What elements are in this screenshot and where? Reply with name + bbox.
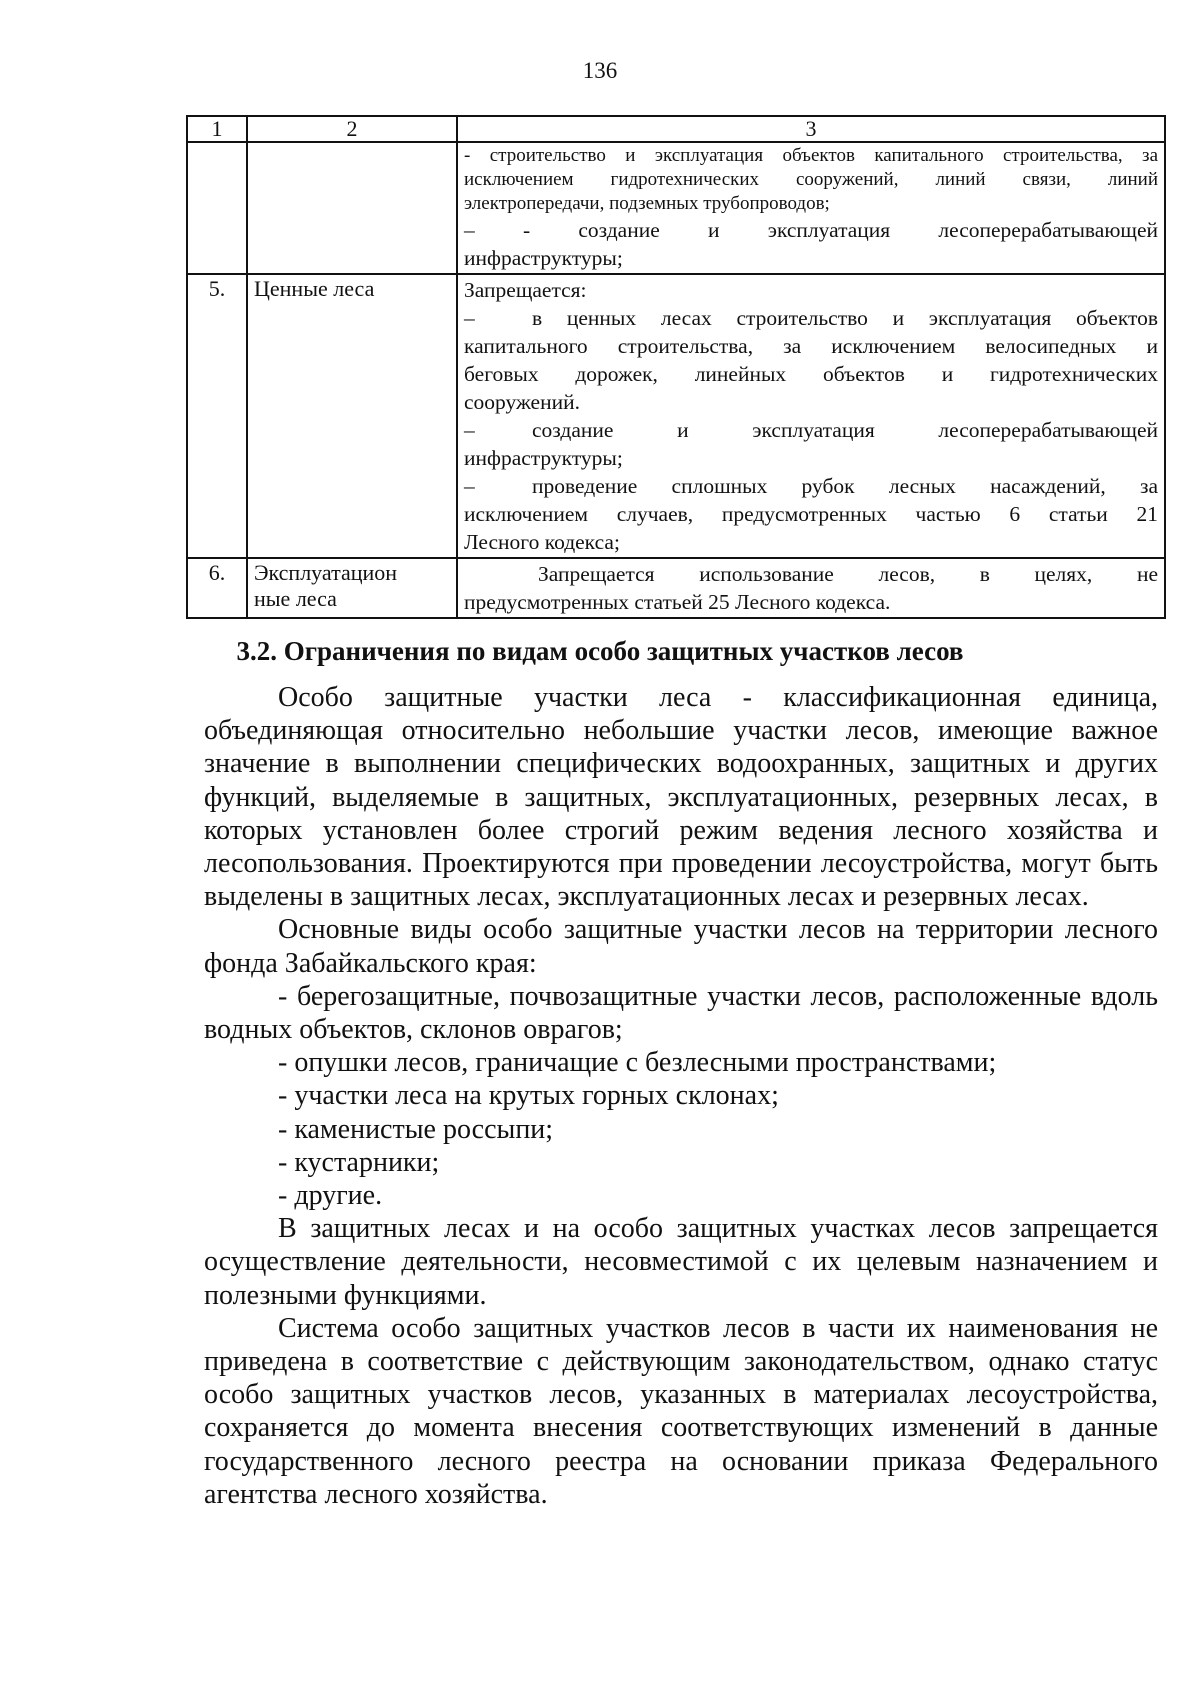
text-line: - строительство и эксплуатация объектов капитального строительства, за (464, 145, 1158, 166)
list-item: - опушки лесов, граничащие с безлесными пространствами; (278, 1047, 997, 1079)
paragraph-line: государственного лесного реестра на основании приказа Федерального (204, 1445, 1158, 1477)
text-line: – - создание и эксплуатация лесоперерабатывающей (464, 218, 1158, 242)
text-line: инфраструктуры; (464, 446, 623, 470)
list-item: - берегозащитные, почвозащитные участки лесов, расположенные вдоль (278, 980, 1158, 1012)
forest-category (247, 558, 457, 618)
paragraph-line: Особо защитные участки леса - классификационная единица, (278, 682, 1158, 713)
forest-category: Ценные леса (247, 274, 457, 558)
table-row (187, 274, 1165, 558)
dash-marker: – (464, 418, 475, 442)
paragraph-line: фонда Забайкальского края: (204, 947, 537, 979)
list-item: - каменистые россыпи; (278, 1113, 554, 1145)
text-fragment: проведение сплошных рубок лесных насаждений, за (532, 474, 1158, 498)
paragraph-line: лесопользования. Проектируются при проведении лесоустройства, могут быть (204, 848, 1158, 880)
text-line: Эксплуатацион (254, 560, 398, 585)
table-cell-num (187, 142, 247, 274)
table-row (187, 558, 1165, 618)
text-line: беговых дорожек, линейных объектов и гидротехнических (464, 362, 1158, 386)
text-line: капитального строительства, за исключением велосипедных и (464, 334, 1158, 358)
text-line: Лесного кодекса; (464, 530, 620, 554)
table-row-continuation (187, 142, 1165, 274)
body-text (204, 681, 1158, 1511)
table-cell-text (457, 142, 1165, 274)
text-line: исключением гидротехнических сооружений, линий связи, линий (464, 169, 1158, 190)
paragraph-line: приведена в соответствие с действующим законодательством, однако статус (204, 1346, 1158, 1378)
text-fragment: создание и эксплуатация лесоперерабатывающей (532, 418, 1158, 442)
list-item-continuation: водных объектов, склонов оврагов; (204, 1014, 623, 1046)
dash-marker: – (464, 306, 475, 330)
paragraph-line: особо защитных участков лесов, указанных в материалах лесоустройства, (204, 1379, 1158, 1411)
header-cell: 3 (457, 116, 1165, 142)
text-line (464, 304, 1158, 332)
paragraph-line: В защитных лесах и на особо защитных участках лесов запрещается (278, 1213, 1158, 1245)
text-line: Запрещается использование лесов, в целях, не (538, 562, 1158, 586)
paragraph-line: полезными функциями. (204, 1279, 487, 1311)
paragraph-line: осуществление деятельности, несовместимой с их целевым назначением и (204, 1246, 1158, 1278)
restrictions-table (186, 115, 1166, 619)
paragraph-line: объединяющая относительно небольшие участки лесов, имеющие важное (204, 715, 1158, 747)
row-number: 6. (187, 558, 247, 618)
page-number: 136 (582, 58, 618, 83)
text-fragment: в ценных лесах строительство и эксплуатация объектов (532, 306, 1158, 330)
text-line: предусмотренных статьей 25 Лесного кодекса. (464, 590, 891, 614)
list-item: - кустарники; (278, 1146, 440, 1178)
text-line: электропередачи, подземных трубопроводов; (464, 193, 830, 214)
paragraph-line: которых установлен более строгий режим ведения лесного хозяйства и (204, 814, 1158, 846)
text-line: сооружений. (464, 390, 580, 414)
list-item: - другие. (278, 1180, 383, 1212)
table-cell-name (247, 142, 457, 274)
text-line: Запрещается: (464, 278, 587, 302)
section-title: 3.2. Ограничения по видам особо защитных участков лесов (236, 636, 964, 666)
paragraph-line: агентства лесного хозяйства. (204, 1478, 548, 1510)
dash-marker: – (464, 474, 475, 498)
text-line: ные леса (254, 586, 337, 611)
paragraph-line: сохраняется до момента внесения соответствующих изменений в данные (204, 1412, 1158, 1444)
table-cell-text (457, 274, 1165, 558)
list-item: - участки леса на крутых горных склонах; (278, 1080, 779, 1112)
paragraph-line: Основные виды особо защитные участки лесов на территории лесного (278, 914, 1158, 946)
table-header-row (187, 116, 1165, 142)
table-cell-text (457, 558, 1165, 618)
text-line: инфраструктуры; (464, 246, 623, 270)
text-line (464, 472, 1158, 500)
header-cell: 1 (187, 116, 247, 142)
header-cell: 2 (247, 116, 457, 142)
text-line: исключением случаев, предусмотренных частью 6 статьи 21 (464, 502, 1158, 526)
text-line (464, 416, 1158, 444)
paragraph-line: значение в выполнении специфических водоохранных, защитных и других (204, 748, 1158, 780)
paragraph-line: выделены в защитных лесах, эксплуатационных лесах и резервных лесах. (204, 881, 1089, 913)
paragraph-line: Система особо защитных участков лесов в части их наименования не (278, 1312, 1158, 1344)
paragraph-line: функций, выделяемые в защитных, эксплуатационных, резервных лесах, в (204, 781, 1158, 813)
row-number: 5. (187, 274, 247, 558)
